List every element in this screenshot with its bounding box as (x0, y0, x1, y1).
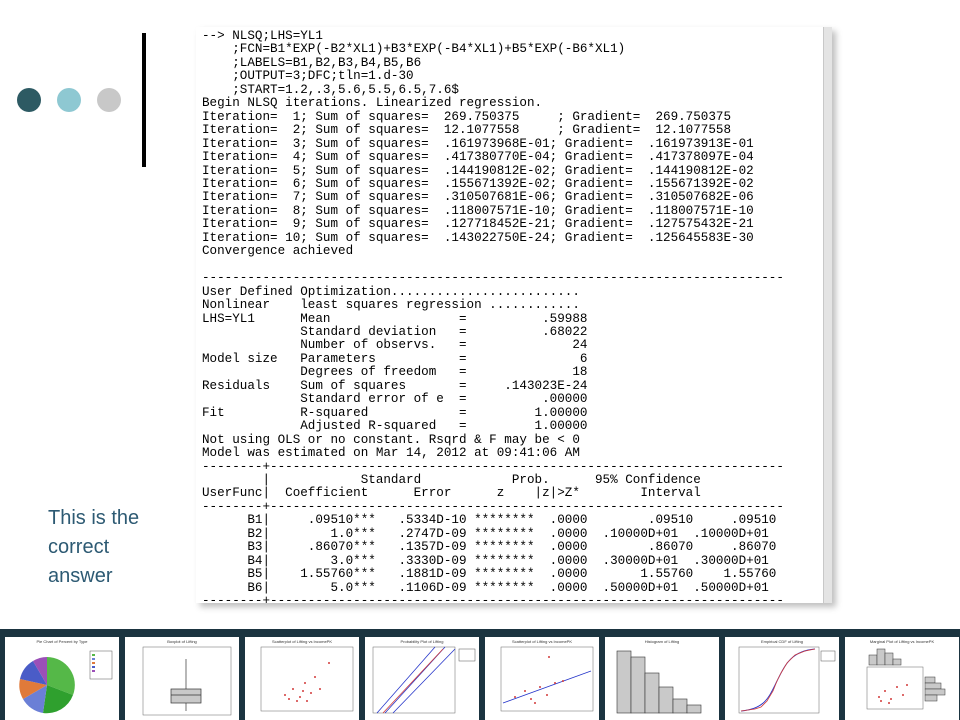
thumb-title: Empirical CDF of Lifting (760, 639, 803, 644)
regression-plot-icon (485, 637, 599, 720)
thumb-title: Boxplot of Lifting (167, 639, 197, 644)
histogram-icon (605, 637, 719, 720)
output-line: Iteration= 10; Sum of squares= .143022750E-24; Gradient= .125645583E-30 (202, 230, 754, 245)
output-line: Iteration= 2; Sum of squares= 12.1077558 ; Gradient= 12.1077558 (202, 123, 732, 138)
marginal-plot-icon (845, 637, 959, 720)
output-line: Residuals Sum of squares = .143023E-24 (202, 378, 588, 393)
output-line: Fit R-squared = 1.00000 (202, 405, 588, 420)
output-line: Iteration= 5; Sum of squares= .144190812E-02; Gradient= .144190812E-02 (202, 163, 754, 178)
output-window (196, 27, 832, 603)
decorative-dot-gray (97, 88, 121, 112)
output-line: Not using OLS or no constant. Rsqrd & F may be < 0 (202, 432, 580, 447)
output-line: B4| 3.0*** .3330D-09 ******** .0000 .30000D+01 .30000D+01 (202, 553, 769, 568)
thumb-boxplot[interactable] (125, 637, 239, 720)
cdf-plot-icon (725, 637, 839, 720)
thumb-probability-plot[interactable] (365, 637, 479, 720)
pie-chart-icon (5, 637, 119, 720)
output-line: Model size Parameters = 6 (202, 351, 588, 366)
output-line: Degrees of freedom = 18 (202, 365, 588, 380)
output-line: Iteration= 4; Sum of squares= .417380770E-04; Gradient= .417378097E-04 (202, 150, 754, 165)
output-line: ;FCN=B1*EXP(-B2*XL1)+B3*EXP(-B4*XL1)+B5*EXP(-B6*XL1) (202, 42, 626, 57)
thumb-marginal-plot[interactable] (845, 637, 959, 720)
output-line: Number of observs. = 24 (202, 338, 588, 353)
output-line: Convergence achieved (202, 244, 354, 259)
divider-bar (142, 33, 146, 167)
thumb-title: Probability Plot of Lifting (400, 639, 444, 644)
output-line: Iteration= 3; Sum of squares= .161973968E-01; Gradient= .161973913E-01 (202, 136, 754, 151)
boxplot-icon (125, 637, 239, 720)
thumb-title: Scatterplot of Lifting vs IncomePK (271, 639, 333, 644)
decorative-dot-light (57, 88, 81, 112)
thumb-title: Histogram of Lifting (644, 639, 680, 644)
thumb-title: Marginal Plot of Lifting vs IncomePK (869, 639, 935, 644)
output-line: Iteration= 6; Sum of squares= .155671392E-02; Gradient= .155671392E-02 (202, 176, 754, 191)
output-line: ;START=1.2,.3,5.6,5.5,6.5,7.6$ (202, 82, 459, 97)
output-line: Iteration= 8; Sum of squares= .118007571E-10; Gradient= .118007571E-10 (202, 203, 754, 218)
output-line: User Defined Optimization......................... (202, 284, 580, 299)
output-line: B3| .86070*** .1357D-09 ******** .0000 .86070 .86070 (202, 540, 777, 555)
output-line: --------+-------------------------------------------------------------------- (202, 459, 784, 474)
thumb-empirical-cdf[interactable] (725, 637, 839, 720)
nlsq-output-text (202, 30, 784, 603)
output-line: Iteration= 1; Sum of squares= 269.750375 ; Gradient= 269.750375 (202, 109, 732, 124)
output-line: ;OUTPUT=3;DFC;tln=1.d-30 (202, 69, 414, 84)
output-line: --------+-------------------------------------------------------------------- (202, 499, 784, 514)
output-line: ;LABELS=B1,B2,B3,B4,B5,B6 (202, 55, 422, 70)
output-line: Standard error of e = .00000 (202, 392, 588, 407)
output-line: --> NLSQ;LHS=YL1 (202, 29, 323, 43)
output-line: UserFunc| Coefficient Error z |z|>Z* Interval (202, 486, 701, 501)
output-line: ----------------------------------------------------------------------------- (202, 271, 784, 286)
thumb-pie-chart[interactable] (5, 637, 119, 720)
output-line: Model was estimated on Mar 14, 2012 at 09:41:06 AM (202, 446, 580, 461)
thumb-title: Scatterplot of Lifting vs IncomePK (511, 639, 573, 644)
output-line: Begin NLSQ iterations. Linearized regression. (202, 96, 543, 111)
scrollbar[interactable] (823, 27, 832, 603)
decorative-dot-dark (17, 88, 41, 112)
output-line: B2| 1.0*** .2747D-09 ******** .0000 .10000D+01 .10000D+01 (202, 526, 769, 541)
output-line: Iteration= 7; Sum of squares= .310507681E-06; Gradient= .310507682E-06 (202, 190, 754, 205)
output-line: LHS=YL1 Mean = .59988 (202, 311, 588, 326)
output-line: Adjusted R-squared = 1.00000 (202, 419, 588, 434)
output-line: Nonlinear least squares regression ............ (202, 298, 580, 313)
thumb-scatter-2[interactable] (485, 637, 599, 720)
thumb-scatter-1[interactable] (245, 637, 359, 720)
thumb-title: Pie Chart of Percent by Type (36, 639, 88, 644)
thumbnail-strip (0, 629, 960, 720)
output-line: | Standard Prob. 95% Confidence (202, 472, 701, 487)
output-line: B5| 1.55760*** .1881D-09 ******** .0000 1.55760 1.55760 (202, 567, 777, 582)
thumb-histogram[interactable] (605, 637, 719, 720)
output-line: --------+-------------------------------------------------------------------- (202, 594, 784, 603)
slide-caption: This is the correct answer (48, 507, 140, 587)
output-line: B1| .09510*** .5334D-10 ******** .0000 .09510 .09510 (202, 513, 777, 528)
probability-plot-icon (365, 637, 479, 720)
output-line: B6| 5.0*** .1106D-09 ******** .0000 .50000D+01 .50000D+01 (202, 580, 769, 595)
output-line: Iteration= 9; Sum of squares= .127718452E-21; Gradient= .127575432E-21 (202, 217, 754, 232)
scatter-plot-icon (245, 637, 359, 720)
output-line: Standard deviation = .68022 (202, 324, 588, 339)
